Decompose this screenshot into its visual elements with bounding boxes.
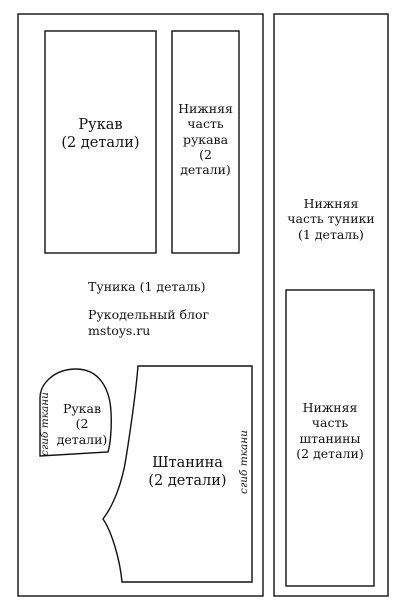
lower-sleeve-line2: часть [187,116,224,132]
lower-trousers-line3: штанины [299,430,361,446]
trousers-label [140,455,235,490]
blog-label [88,307,209,340]
lower-sleeve-line3: рукава [182,131,229,147]
lower-sleeve-count: (2 детали) [180,146,231,177]
lower-trousers-line1: Нижняя [302,400,358,415]
lower-tunic-count: (1 деталь) [298,226,364,242]
sleeve-fold-label: сгиб ткани [39,392,51,456]
lower-tunic-line2: часть туники [287,211,375,227]
lower-trousers-line2: часть [311,415,349,431]
sleeve-name: Рукав [78,117,123,133]
tunic-title: Туника (1 деталь) [88,279,206,294]
trousers-count: (2 детали) [148,472,227,489]
lower-tunic-outline [274,14,388,596]
lower-trousers-count: (2 детали) [296,445,364,461]
lower-tunic-label [274,196,388,242]
sleeve-small-label [52,401,112,447]
trousers-fold-label: сгиб ткани [238,430,250,494]
lower-sleeve-line1: Нижняя [178,101,233,116]
blog-line1: Рукодельный блог [88,307,210,322]
sleeve-small-name: Рукав [62,401,102,416]
sleeve-label [45,117,156,152]
blog-line2: mstoys.ru [88,323,151,339]
lower-trousers-label [286,400,374,461]
sleeve-count: (2 детали) [61,134,140,151]
lower-tunic-line1: Нижняя [303,196,359,211]
lower-sleeve-label [172,101,239,177]
trousers-name: Штанина [152,455,223,471]
sleeve-small-count: (2 детали) [56,416,108,447]
